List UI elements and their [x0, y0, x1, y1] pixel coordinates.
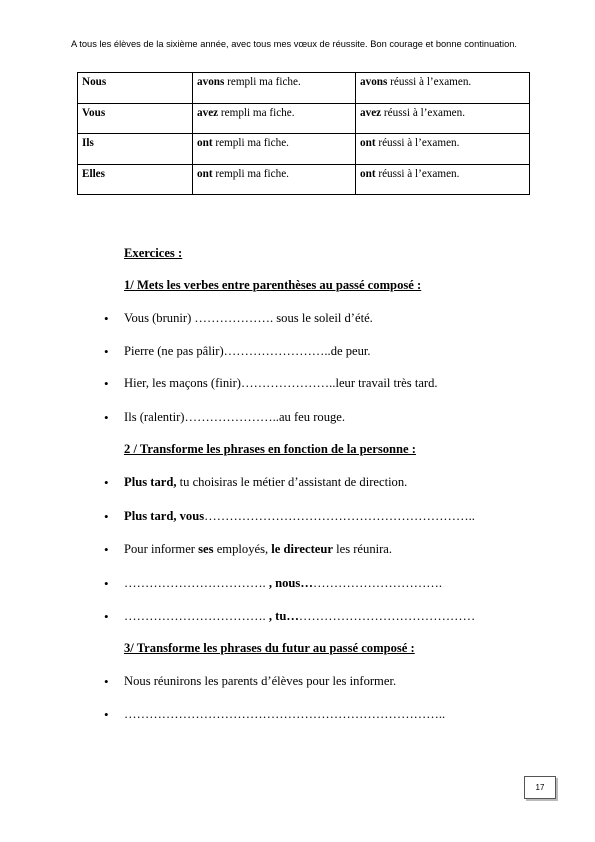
item-text: tu choisiras le métier d’assistant de direction. — [176, 475, 408, 489]
table-cell-verb2 — [356, 103, 530, 134]
table-cell-pronoun: Nous — [78, 73, 193, 104]
participle-text: rempli ma fiche. — [218, 106, 295, 119]
bullet-icon: • — [104, 542, 109, 557]
bold-text: ses — [198, 542, 214, 556]
participle-text: réussi à l’examen. — [387, 76, 472, 88]
bold-text: Plus tard, vous — [124, 509, 205, 523]
aux-verb: ont — [360, 137, 376, 149]
item-text: employés, — [213, 542, 272, 556]
participle-text: rempli ma fiche. — [212, 137, 289, 149]
fill-in-dots: ………………………………………………………………….. — [124, 707, 446, 721]
table-row — [78, 134, 530, 165]
table-cell-verb1 — [193, 73, 356, 104]
bullet-icon: • — [104, 344, 109, 359]
participle-text: réussi à l’examen. — [375, 167, 460, 180]
fill-in-dots: ……………………………. — [124, 576, 269, 590]
table-cell-pronoun: Ils — [78, 134, 193, 165]
bullet-icon: • — [104, 376, 109, 391]
exercise-item: Nous réunirons les parents d’élèves pour les informer. — [124, 674, 397, 688]
table-cell-verb1 — [193, 164, 356, 195]
aux-verb: ont — [197, 137, 213, 149]
bullet-icon: • — [104, 410, 109, 425]
bold-text: Plus tard, — [124, 475, 177, 489]
exercise-item: Ils (ralentir)…………………..au feu rouge. — [124, 410, 346, 424]
table-cell-verb2 — [356, 164, 530, 195]
aux-verb: avons — [360, 76, 388, 88]
exercise-item — [124, 576, 442, 591]
bullet-icon: • — [104, 311, 109, 326]
page-number: 17 — [524, 776, 556, 799]
section-1-heading: 1/ Mets les verbes entre parenthèses au passé composé : — [124, 278, 422, 292]
table-cell-verb1 — [193, 103, 356, 134]
bullet-icon: • — [104, 609, 109, 624]
participle-text: rempli ma fiche. — [224, 76, 301, 88]
aux-verb: avons — [197, 76, 225, 88]
exercise-item — [124, 609, 475, 624]
aux-verb: avez — [360, 106, 382, 119]
participle-text: réussi à l’examen. — [381, 106, 465, 119]
item-text: Pour informer — [124, 542, 199, 556]
participle-text: réussi à l’examen. — [375, 137, 460, 149]
item-text: les réunira. — [332, 542, 393, 556]
table-cell-verb2 — [356, 73, 530, 104]
participle-text: rempli ma fiche. — [212, 167, 289, 180]
fill-in-dots: ……………………………………………………….. — [204, 509, 475, 523]
table-cell-verb2 — [356, 134, 530, 165]
bullet-icon: • — [104, 674, 109, 689]
conjugation-table — [77, 72, 530, 195]
exercise-item — [124, 475, 407, 490]
fill-in-dots: ……………………………. — [124, 609, 269, 623]
bold-text: , tu… — [268, 609, 299, 623]
bullet-icon: • — [104, 707, 109, 722]
bold-text: le directeur — [271, 542, 333, 556]
bullet-icon: • — [104, 576, 109, 591]
fill-in-dots: …………………………. — [312, 576, 443, 590]
exercise-item: Vous (brunir) ………………. sous le soleil d’été. — [124, 311, 373, 325]
section-2-heading: 2 / Transforme les phrases en fonction de la personne : — [124, 442, 416, 456]
exercise-item: Hier, les maçons (finir)…………………..leur travail très tard. — [124, 376, 438, 390]
section-3-heading: 3/ Transforme les phrases du futur au passé composé : — [124, 641, 415, 655]
exercise-item: Pierre (ne pas pâlir)……………………..de peur. — [124, 344, 371, 358]
aux-verb: avez — [197, 106, 219, 119]
bullet-icon: • — [104, 475, 109, 490]
table-row — [78, 103, 530, 134]
exercise-item — [124, 509, 475, 524]
intro-text: A tous les élèves de la sixième année, avec tous mes vœux de réussite. Bon courage et bonne continuation. — [71, 39, 517, 49]
table-cell-verb1 — [193, 134, 356, 165]
exercise-item — [124, 542, 392, 557]
bold-text: , nous… — [268, 576, 313, 590]
table-cell-pronoun: Vous — [78, 103, 193, 134]
table-row — [78, 73, 530, 104]
exercises-title: Exercices : — [124, 246, 183, 260]
table-row — [78, 164, 530, 195]
aux-verb: ont — [197, 167, 213, 180]
fill-in-dots: …………………………………… — [298, 609, 476, 623]
bullet-icon: • — [104, 509, 109, 524]
aux-verb: ont — [360, 167, 376, 180]
table-cell-pronoun: Elles — [78, 164, 193, 195]
